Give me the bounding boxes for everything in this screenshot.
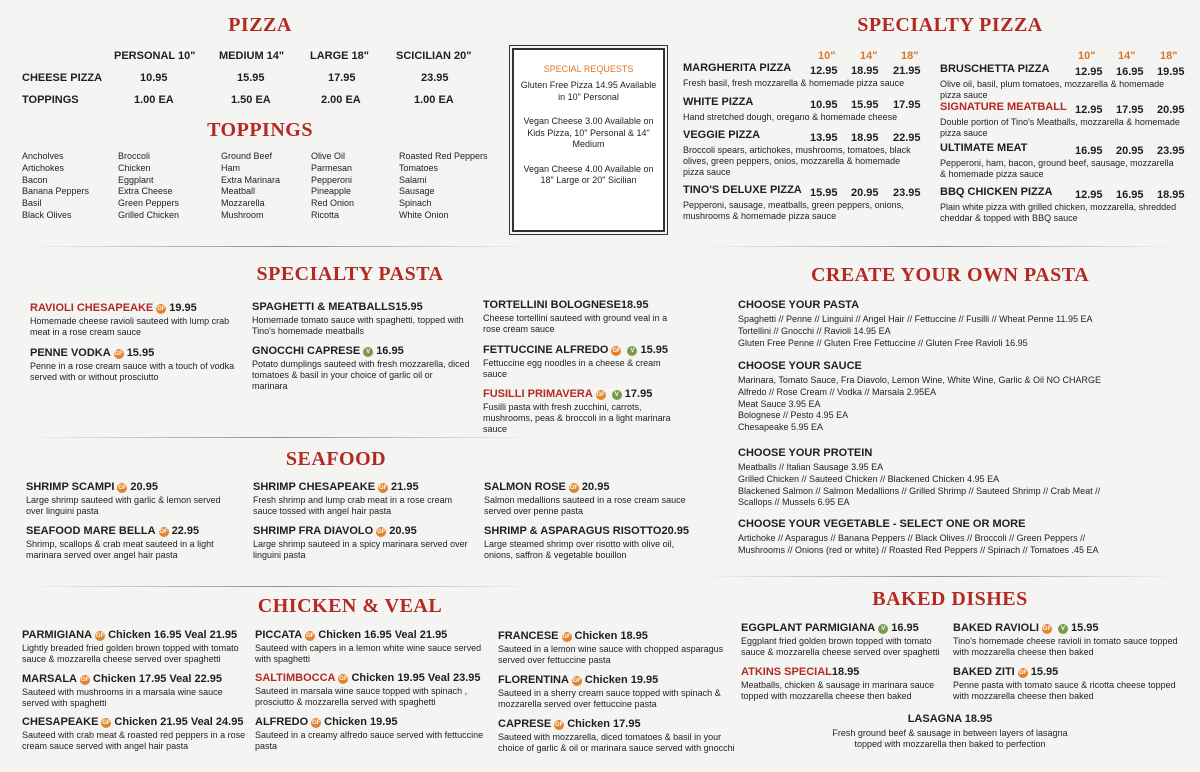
cheese-pizza-label: CHEESE PIZZA <box>22 72 103 84</box>
topping-item: Grilled Chicken <box>118 209 180 220</box>
specialty-pizza-price: 20.95 <box>851 187 879 199</box>
menu-item-title <box>255 629 447 641</box>
create-pasta-title: CREATE YOUR OWN PASTA <box>810 264 1090 286</box>
menu-item-name: CAPRESE <box>498 718 552 730</box>
topping-item: Bacon <box>22 174 48 185</box>
specialty-pizza-price: 18.95 <box>851 132 879 144</box>
menu-item-price: 20.95 <box>581 481 610 493</box>
menu-item-name: FETTUCCINE ALFREDO <box>483 344 609 356</box>
menu-item-title <box>953 622 1099 634</box>
vegetarian-icon: V <box>1058 624 1068 634</box>
menu-item-price: 18.95 <box>831 666 860 678</box>
topping-item: Ricotta <box>311 209 340 220</box>
menu-item-title <box>484 525 689 537</box>
pizza-title: PIZZA <box>228 14 292 36</box>
topping-item: Ground Beef <box>221 151 273 161</box>
size-10-header: 10" <box>818 50 836 62</box>
menu-item-name: SALTIMBOCCA <box>255 672 336 684</box>
menu-item-desc: Potato dumplings sauteed with fresh mozzarella, diced tomatoes & basil in your choice of garlic oil or marinara <box>252 359 470 391</box>
size-14-header: 14" <box>860 50 878 62</box>
create-pasta-heading: CHOOSE YOUR SAUCE <box>738 360 862 372</box>
menu-item-desc: Fettuccine egg noodles in a cheese & cream sauce <box>483 358 661 379</box>
topping-item: Broccoli <box>118 151 151 161</box>
toppings-price: 2.00 EA <box>321 94 361 106</box>
menu-item-price: 19.95 <box>169 302 197 314</box>
size-10-header: 10" <box>1078 50 1096 62</box>
specialty-pizza-price: 16.95 <box>1075 145 1103 157</box>
menu-item-desc: Tino's homemade cheese ravioli in tomato sauce topped with mozzarella cheese then baked <box>953 636 1178 657</box>
gluten-free-icon: GF <box>102 720 111 726</box>
specialty-pizza-desc: Double portion of Tino's Meatballs, mozzarella & homemade pizza sauce <box>940 117 1180 138</box>
menu-item-price: 18.95 <box>964 713 993 725</box>
menu-item-desc: Homemade tomato sauce with spaghetti, topped with Tino's homemade meatballs <box>252 315 464 336</box>
menu-item-name: FUSILLI PRIMAVERA <box>483 388 593 400</box>
gluten-free-icon: GF <box>1042 626 1052 632</box>
menu-item-price: 15.95 <box>1030 666 1059 678</box>
menu-item-desc: Eggplant fried golden brown topped with tomato sauce & mozzarella cheese served over spaghetti <box>741 636 940 657</box>
gluten-free-icon: GF <box>569 485 579 491</box>
menu-item-title <box>252 345 404 357</box>
toppings-price: 1.50 EA <box>231 94 271 106</box>
specialty-pizza-price: 17.95 <box>1116 104 1144 116</box>
topping-item: Olive Oil <box>311 151 346 161</box>
menu-item-title <box>26 525 199 537</box>
create-pasta-option: Scallops // Mussels 6.95 EA <box>738 497 850 508</box>
seafood-title: SEAFOOD <box>285 448 387 470</box>
menu-item-name: PARMIGIANA <box>22 629 93 641</box>
topping-item: Black Olives <box>22 209 72 220</box>
specialty-pizza-name: WHITE PIZZA <box>683 96 754 108</box>
specialty-pizza-price: 12.95 <box>810 65 838 77</box>
menu-item-price: 22.95 <box>171 525 200 537</box>
topping-item: Ham <box>221 162 241 173</box>
size-18-header: 18" <box>901 50 919 62</box>
menu-item-title <box>22 716 243 728</box>
specialty-pizza-desc: Pepperoni, sausage, meatballs, green peppers, onions, mushrooms & homemade pizza sauce <box>683 200 904 221</box>
menu-item-title <box>22 673 222 685</box>
menu-item-desc: Lightly breaded fried golden brown topped with tomato sauce & mozzarella cheese served over spaghetti <box>22 643 239 664</box>
gluten-free-icon: GF <box>95 633 105 639</box>
create-pasta-option: Tortellini // Gnocchi // Ravioli 14.95 EA <box>738 325 891 336</box>
vegetarian-icon: V <box>878 624 888 634</box>
specialty-pizza-name: ULTIMATE MEAT <box>940 142 1028 154</box>
gluten-free-icon: GF <box>159 529 168 535</box>
special-request-item: Vegan Cheese 4.00 Available on 18" Large or 20" Sicilian <box>523 163 654 185</box>
specialty-pizza-price: 12.95 <box>1075 104 1103 116</box>
menu-item-desc: Cheese tortellini sauteed with ground veal in a rose cream sauce <box>483 313 668 334</box>
menu-item-desc: Penne in a rose cream sauce with a touch of vodka served with or without prosciutto <box>30 361 235 382</box>
menu-item-desc: Salmon medallions sauteed in a rose cream sauce served over penne pasta <box>484 495 686 516</box>
menu-item-desc: Sauteed in marsala wine sauce topped with spinach , prosciutto & mozzarella served with spaghetti <box>255 686 468 707</box>
menu-item-price: Chicken 16.95 Veal 21.95 <box>108 629 238 641</box>
menu-item-desc: Meatballs, chicken & sausage in marinara sauce topped with mozzarella cheese then baked <box>741 680 935 701</box>
topping-item: Green Peppers <box>118 198 180 209</box>
topping-item: Pepperoni <box>311 174 353 185</box>
menu-item-title <box>255 672 481 684</box>
toppings-col <box>399 151 488 222</box>
menu-item-price: 15.95 <box>640 344 669 356</box>
specialty-pizza-price: 18.95 <box>851 65 879 77</box>
specialty-pizza-name: MARGHERITA PIZZA <box>683 62 792 74</box>
specialty-pizza-price: 10.95 <box>810 99 838 111</box>
specialty-pizza-name: BBQ CHICKEN PIZZA <box>940 186 1053 198</box>
specialty-pizza-price: 12.95 <box>1075 189 1103 201</box>
specialty-pizza-name: SIGNATURE MEATBALL <box>940 101 1067 113</box>
specialty-pizza-name: TINO'S DELUXE PIZZA <box>683 184 802 196</box>
menu-item-title <box>253 481 419 493</box>
menu-item-price: Chicken 19.95 <box>584 674 659 686</box>
topping-item: Tomatoes <box>399 162 439 173</box>
menu-item-name: PICCATA <box>255 629 303 641</box>
gluten-free-icon: GF <box>596 392 605 398</box>
menu-item-desc: Fusilli pasta with fresh zucchini, carrots, mushrooms, peas & broccoli in a light marinara sauce <box>483 402 671 434</box>
create-pasta-option: Marinara, Tomato Sauce, Fra Diavolo, Lemon Wine, White Wine, Garlic & Oil NO CHARGE <box>738 375 1101 385</box>
menu-item-title <box>498 718 641 730</box>
menu-item-desc: Penne pasta with tomato sauce & ricotta cheese topped with mozzarella cheese then baked <box>953 680 1176 701</box>
gluten-free-icon: GF <box>1018 670 1027 676</box>
menu-item-title <box>484 481 609 493</box>
menu-item-title <box>252 301 423 313</box>
menu-item-name: PENNE VODKA <box>30 347 111 359</box>
vegetarian-icon: V <box>627 346 637 356</box>
menu-item-name: BAKED RAVIOLI <box>953 622 1039 634</box>
specialty-pizza-price: 19.95 <box>1157 66 1185 78</box>
menu-item-title <box>26 481 158 493</box>
menu-item-name: MARSALA <box>22 673 77 685</box>
create-pasta-option: Bolognese // Pesto 4.95 EA <box>738 410 849 421</box>
menu-item-price: 18.95 <box>620 299 649 311</box>
size-18-header: 18" <box>1160 50 1178 62</box>
gluten-free-icon: GF <box>562 634 571 640</box>
toppings-title: TOPPINGS <box>207 119 313 141</box>
menu-item-price: 17.95 <box>624 388 653 400</box>
menu-item-name: RAVIOLI CHESAPEAKE <box>30 302 154 314</box>
toppings-label: TOPPINGS <box>22 94 79 106</box>
specialty-pizza-price: 20.95 <box>1116 145 1144 157</box>
gluten-free-icon: GF <box>312 720 321 726</box>
menu-item-name: SPAGHETTI & MEATBALLS <box>252 301 396 313</box>
menu-item-title <box>255 716 398 728</box>
pizza-size-medium: MEDIUM 14" <box>219 50 285 62</box>
menu-item-desc: Homemade cheese ravioli sauteed with lump crab meat in a rose cream sauce <box>30 316 230 337</box>
topping-item: Meatball <box>221 186 256 197</box>
special-request-item: Gluten Free Pizza 14.95 Available in 10" Personal <box>520 80 657 102</box>
special-requests-box <box>512 48 665 232</box>
create-pasta-heading: CHOOSE YOUR PROTEIN <box>738 447 873 459</box>
topping-item: White Onion <box>399 209 449 220</box>
topping-item: Pineapple <box>311 186 352 197</box>
menu-item-price: 20.95 <box>389 525 417 537</box>
menu-item-price: 15.95 <box>395 301 423 313</box>
specialty-pizza-desc: Olive oil, basil, plum tomatoes, mozzarella & homemade pizza sauce <box>940 79 1165 100</box>
menu-item-title <box>30 347 154 359</box>
gluten-free-icon: GF <box>555 722 564 728</box>
create-pasta-option: Artichoke // Asparagus // Banana Peppers // Black Olives // Broccoli // Green Peppers // <box>738 533 1086 543</box>
topping-item: Ancholves <box>22 151 64 161</box>
menu-item-name: TORTELLINI BOLOGNESE <box>483 299 621 311</box>
menu-item-desc: Sauteed in a creamy alfredo sauce served with fettuccine pasta <box>255 730 484 751</box>
specialty-pizza-price: 20.95 <box>1157 104 1185 116</box>
menu-item-title <box>483 344 668 356</box>
menu-item-title <box>741 666 859 678</box>
menu-item-desc: Shrimp, scallops & crab meat sauteed in a light marinara served over angel hair pasta <box>26 539 214 560</box>
topping-item: Parmesan <box>311 162 353 173</box>
toppings-col <box>22 151 89 222</box>
special-request-item: Vegan Cheese 3.00 Available on Kids Pizza, 10" Personal & 14" Medium <box>523 116 654 149</box>
topping-item: Salami <box>399 174 427 185</box>
gluten-free-icon: GF <box>157 306 166 312</box>
topping-item: Roasted Red Peppers <box>399 151 488 161</box>
menu-item-title <box>253 525 417 537</box>
gluten-free-icon: GF <box>377 529 386 535</box>
toppings-price: 1.00 EA <box>134 94 174 106</box>
menu-item-desc: Sauteed in a lemon wine sauce with chopped asparagus served over fettuccine pasta <box>498 644 724 665</box>
create-pasta-option: Alfredo // Rose Cream // Vodka // Marsala 2.95EA <box>738 386 937 397</box>
menu-item-name: ALFREDO <box>255 716 309 728</box>
create-pasta-heading: CHOOSE YOUR PASTA <box>738 299 860 311</box>
gluten-free-icon: GF <box>378 485 388 491</box>
topping-item: Banana Peppers <box>22 186 90 197</box>
menu-item-name: EGGPLANT PARMIGIANA <box>741 622 876 634</box>
specialty-pizza-desc: Fresh basil, fresh mozzarella & homemade pizza sauce <box>683 78 905 88</box>
pizza-size-sicilian: SCICILIAN 20" <box>396 50 472 62</box>
menu-item-price: 16.95 <box>891 622 919 634</box>
topping-item: Sausage <box>399 186 435 197</box>
menu-item-desc: Large steamed shrimp over risotto with olive oil, onions, saffron & vegetable bouillon <box>484 539 675 560</box>
specialty-pizza-price: 18.95 <box>1157 189 1185 201</box>
special-requests-title: SPECIAL REQUESTS <box>543 64 634 74</box>
chicken-veal-title: CHICKEN & VEAL <box>257 595 443 617</box>
create-pasta-option: Meatballs // Italian Sausage 3.95 EA <box>738 462 884 472</box>
menu-item-desc: Large shrimp sauteed in a spicy marinara served over linguini pasta <box>253 539 468 560</box>
pizza-size-large: LARGE 18" <box>310 50 370 62</box>
specialty-pizza-price: 22.95 <box>893 132 921 144</box>
specialty-pizza-desc: Plain white pizza with grilled chicken, mozzarella, shredded cheddar & topped with BBQ sauce <box>940 202 1177 223</box>
menu-item-desc: Sauteed with mushrooms in a marsala wine sauce served with spaghetti <box>22 687 223 708</box>
menu-item-title <box>30 302 197 314</box>
menu-item-title <box>22 629 237 641</box>
gluten-free-icon: GF <box>572 678 582 684</box>
specialty-pizza-desc: Hand stretched dough, oregano & homemade cheese <box>683 112 898 122</box>
baked-dishes-title: BAKED DISHES <box>872 588 1028 610</box>
menu-item-price: Chicken 19.95 Veal 23.95 <box>351 672 481 684</box>
topping-item: Extra Marinara <box>221 174 281 185</box>
gluten-free-icon: GF <box>118 485 127 491</box>
pizza-size-personal: PERSONAL 10" <box>114 50 196 62</box>
topping-item: Basil <box>22 198 42 209</box>
specialty-pizza-price: 23.95 <box>1157 145 1185 157</box>
specialty-pizza-desc: Pepperoni, ham, bacon, ground beef, sausage, mozzarella & homemade pizza sauce <box>940 158 1174 179</box>
menu-item-name: GNOCCHI CAPRESE <box>252 345 361 357</box>
create-pasta-option: Grilled Chicken // Sauteed Chicken // Blackened Chicken 4.95 EA <box>738 473 1000 484</box>
menu-item-desc: Fresh ground beef & sausage in between layers of lasagna topped with mozzarella then baked to perfection <box>832 728 1068 749</box>
menu-item-price: 15.95 <box>126 347 155 359</box>
menu-item-title <box>483 299 648 311</box>
menu-item-name: FLORENTINA <box>498 674 569 686</box>
menu-item-name: FRANCESE <box>498 630 559 642</box>
menu-item-desc: Sauteed in a sherry cream sauce topped with spinach & mozzarella served over fettuccine pasta <box>498 688 721 709</box>
menu-item-title <box>741 622 919 634</box>
vegetarian-icon: V <box>363 347 373 357</box>
menu-item-desc: Sauteed with capers in a lemon white wine sauce served with spaghetti <box>255 643 482 664</box>
topping-item: Spinach <box>399 198 432 209</box>
vegetarian-icon: V <box>612 390 622 400</box>
create-pasta-option: Blackened Salmon // Salmon Medallions // Grilled Shrimp // Sauteed Shrimp // Crab Meat // <box>738 485 1101 496</box>
menu-item-price: Chicken 18.95 <box>574 630 648 642</box>
specialty-pizza-price: 21.95 <box>893 65 921 77</box>
menu-item-price: Chicken 17.95 <box>567 718 641 730</box>
specialty-pizza-price: 12.95 <box>1075 66 1103 78</box>
specialty-pizza-price: 16.95 <box>1116 66 1144 78</box>
menu-item-name: SEAFOOD MARE BELLA <box>26 525 156 537</box>
menu-item-desc: Sauteed with mozzarella, diced tomatoes & basil in your choice of garlic & oil or marinara sauce served with gnocchi <box>498 732 735 753</box>
create-pasta-option: Mushrooms // Onions (red or white) // Roasted Red Peppers // Spinach // Tomatoes .45 EA <box>738 544 1099 555</box>
cheese-pizza-price: 17.95 <box>328 72 356 84</box>
menu-item-title <box>498 674 658 686</box>
create-pasta-option: Spaghetti // Penne // Linguini // Angel Hair // Fettuccine // Fusilli // Wheat Penne 11.95 EA <box>738 314 1093 324</box>
topping-item: Red Onion <box>311 198 355 209</box>
create-pasta-option: Meat Sauce 3.95 EA <box>738 398 821 409</box>
menu-item-title <box>830 713 1070 725</box>
menu-item-price: 20.95 <box>130 481 158 493</box>
menu-item-name: SHRIMP CHESAPEAKE <box>253 481 376 493</box>
cheese-pizza-price: 10.95 <box>140 72 168 84</box>
topping-item: Extra Cheese <box>118 186 173 197</box>
menu-item-price: Chicken 17.95 Veal 22.95 <box>93 673 223 685</box>
cheese-pizza-price: 23.95 <box>421 72 449 84</box>
menu-item-price: 15.95 <box>1070 622 1099 634</box>
menu-item-desc: Sauteed with crab meat & roasted red peppers in a rose cream sauce served with angel hair pasta <box>22 730 246 751</box>
create-pasta-heading: CHOOSE YOUR VEGETABLE - SELECT ONE OR MORE <box>738 518 1026 530</box>
menu-item-name: CHESAPEAKE <box>22 716 99 728</box>
menu-item-desc: Fresh shrimp and lump crab meat in a rose cream sauce tossed with angel hair pasta <box>253 495 453 516</box>
menu-item-price: Chicken 16.95 Veal 21.95 <box>318 629 448 641</box>
menu-item-name: BAKED ZITI <box>953 666 1015 678</box>
topping-item: Chicken <box>118 162 151 173</box>
menu-item-price: Chicken 19.95 <box>324 716 398 728</box>
create-pasta-option: Gluten Free Penne // Gluten Free Fettuccine // Gluten Free Ravioli 16.95 <box>738 337 1028 348</box>
menu-item-name: SHRIMP SCAMPI <box>26 481 115 493</box>
toppings-price: 1.00 EA <box>414 94 454 106</box>
gluten-free-icon: GF <box>612 348 621 354</box>
topping-item: Mushroom <box>221 209 264 220</box>
specialty-pizza-name: BRUSCHETTA PIZZA <box>940 63 1050 75</box>
cheese-pizza-price: 15.95 <box>237 72 265 84</box>
gluten-free-icon: GF <box>114 351 123 357</box>
specialty-pizza-price: 16.95 <box>1116 189 1144 201</box>
specialty-pizza-price: 17.95 <box>893 99 921 111</box>
create-pasta-option: Chesapeake 5.95 EA <box>738 422 824 433</box>
menu-item-title <box>953 666 1058 678</box>
specialty-pizza-price: 23.95 <box>893 187 921 199</box>
topping-item: Mozzarella <box>221 198 265 209</box>
specialty-pizza-price: 15.95 <box>810 187 838 199</box>
size-14-header: 14" <box>1118 50 1136 62</box>
toppings-col <box>221 151 280 222</box>
gluten-free-icon: GF <box>339 676 348 682</box>
menu-item-name: SALMON ROSE <box>484 481 566 493</box>
specialty-pizza-title: SPECIALTY PIZZA <box>857 14 1043 36</box>
specialty-pizza-name: VEGGIE PIZZA <box>683 129 761 141</box>
topping-item: Artichokes <box>22 162 65 173</box>
gluten-free-icon: GF <box>306 633 315 639</box>
menu-item-price: 20.95 <box>661 525 689 537</box>
menu-item-price: 21.95 <box>391 481 419 493</box>
menu-item-name: SHRIMP & ASPARAGUS RISOTTO <box>484 525 662 537</box>
specialty-pizza-desc: Broccoli spears, artichokes, mushrooms, tomatoes, black olives, green peppers, onios, mozzarella & homemade pizza sauce <box>683 145 911 177</box>
specialty-pasta-title: SPECIALTY PASTA <box>256 263 444 285</box>
menu-item-title <box>498 630 648 642</box>
menu-item-name: ATKINS SPECIAL <box>741 666 832 678</box>
specialty-pizza-price: 15.95 <box>851 99 879 111</box>
topping-item: Eggplant <box>118 174 154 185</box>
toppings-col <box>311 151 354 222</box>
menu-item-title <box>483 388 652 400</box>
specialty-pizza-price: 13.95 <box>810 132 838 144</box>
menu-item-price: Chicken 21.95 Veal 24.95 <box>114 716 244 728</box>
menu-item-name: LASAGNA <box>907 713 965 725</box>
menu-item-name: SHRIMP FRA DIAVOLO <box>253 525 374 537</box>
menu-item-price: 16.95 <box>376 345 404 357</box>
gluten-free-icon: GF <box>80 677 90 683</box>
toppings-col <box>118 151 179 222</box>
menu-item-desc: Large shrimp sauteed with garlic & lemon served over linguini pasta <box>26 495 221 516</box>
